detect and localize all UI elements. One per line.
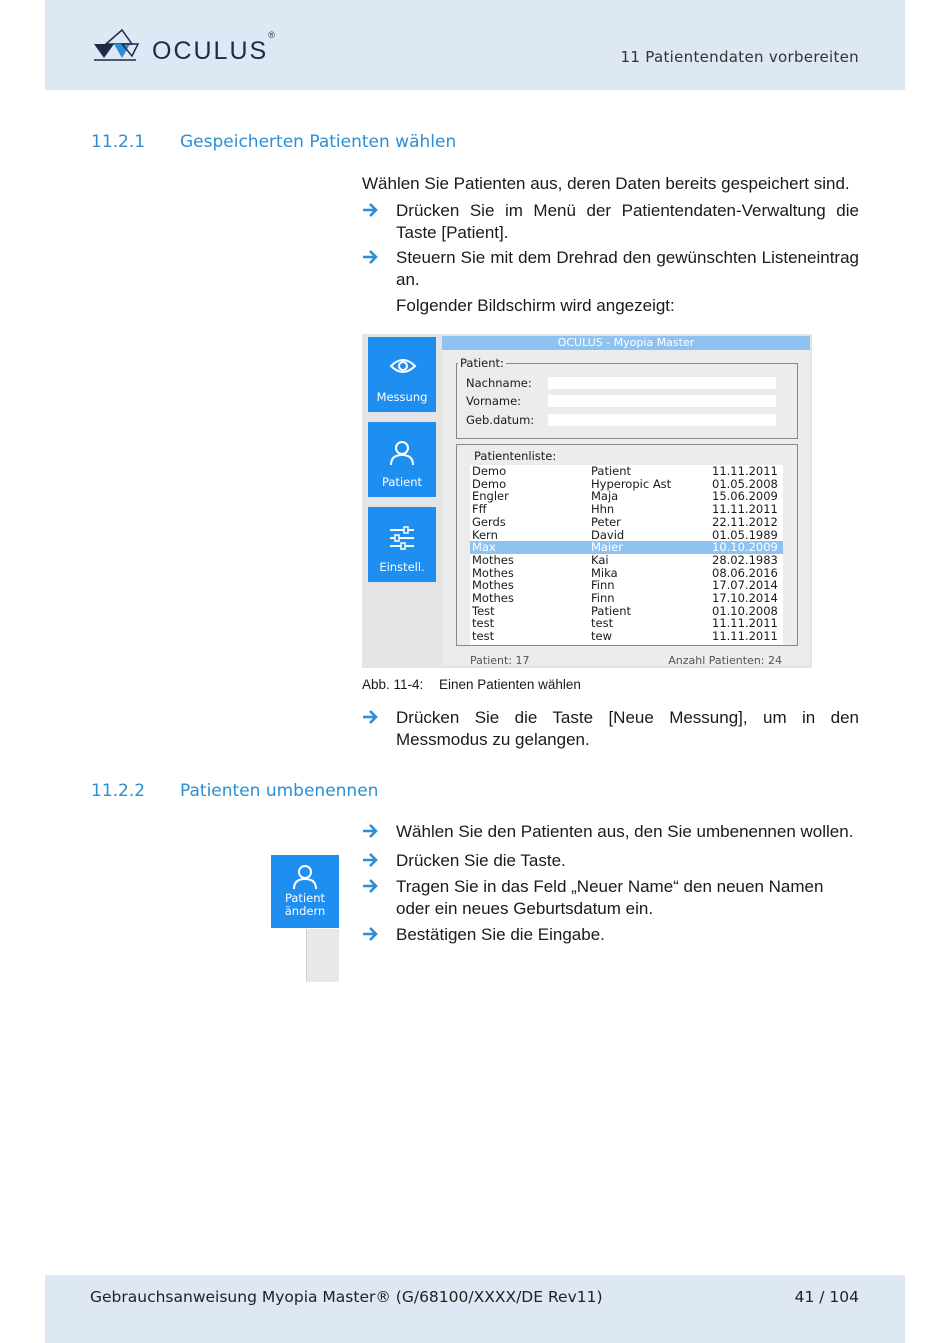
sliders-icon <box>389 525 415 551</box>
oculus-logo-text: OCULUS® <box>152 29 275 65</box>
page-footer <box>45 1275 905 1343</box>
row-gebdatum: 01.05.1989 <box>712 527 778 542</box>
arrow-right-icon <box>362 824 378 838</box>
row-nachname: Mothes <box>472 565 514 580</box>
row-vorname: David <box>591 527 625 542</box>
patient-list-row[interactable] <box>470 541 783 554</box>
eye-icon <box>389 355 417 377</box>
bullet-text: Tragen Sie in das Feld „Neuer Name“ den neuen Namen oder ein neues Geburtsdatum ein. <box>396 877 824 918</box>
patient-label: Patient <box>381 475 423 489</box>
row-gebdatum: 15.06.2009 <box>712 489 778 504</box>
current-patient-status: Patient: 17 <box>470 654 530 667</box>
patient-list[interactable] <box>470 465 783 645</box>
row-nachname: Mothes <box>472 591 514 605</box>
row-gebdatum: 08.06.2016 <box>712 565 778 580</box>
nachname-input[interactable] <box>548 377 776 389</box>
bullet-text: Wählen Sie den Patienten aus, den Sie umbenennen wollen. <box>396 822 854 841</box>
row-vorname: tew <box>591 629 612 644</box>
arrow-right-icon <box>362 203 378 217</box>
app-window <box>442 336 810 666</box>
nachname-label: Nachname: <box>466 376 532 390</box>
arrow-right-icon <box>362 927 378 941</box>
row-nachname: Demo <box>472 476 507 491</box>
einstellungen-label: Einstell. <box>379 560 425 574</box>
row-nachname: test <box>472 616 495 631</box>
instruction-bullet <box>362 200 859 244</box>
row-gebdatum: 01.05.2008 <box>712 476 778 491</box>
chapter-title: 11 Patientendaten vorbereiten <box>620 48 859 66</box>
caption-number: Abb. 11-4: <box>362 677 424 692</box>
row-nachname: Demo <box>472 464 507 478</box>
patient-legend: Patient: <box>460 356 504 370</box>
patient-aendern-button[interactable] <box>271 855 339 928</box>
bullet-text: Drücken Sie die Taste. <box>396 851 566 870</box>
row-vorname: Finn <box>591 591 615 605</box>
row-vorname: Mika <box>591 565 618 580</box>
row-vorname: Maier <box>591 540 623 555</box>
follow-text: Folgender Bildschirm wird angezeigt: <box>396 296 675 315</box>
row-nachname: Mothes <box>472 578 514 593</box>
patient-list-row[interactable] <box>470 465 783 478</box>
row-vorname: Peter <box>591 514 621 529</box>
row-nachname: Max <box>472 540 496 555</box>
row-vorname: Finn <box>591 578 615 593</box>
patient-list-row[interactable] <box>470 554 783 567</box>
instruction-bullet <box>362 850 859 872</box>
person-icon <box>292 864 318 890</box>
device-screenshot <box>362 334 812 668</box>
patient-list-row[interactable] <box>470 630 783 643</box>
row-gebdatum: 01.10.2008 <box>712 603 778 618</box>
row-gebdatum: 28.02.1983 <box>712 552 778 567</box>
window-title: OCULUS - Myopia Master <box>442 336 810 350</box>
row-vorname: Maja <box>591 489 619 504</box>
messung-label: Messung <box>376 390 428 404</box>
row-gebdatum: 11.11.2011 <box>712 502 778 517</box>
bullet-text: Bestätigen Sie die Eingabe. <box>396 925 605 944</box>
instruction-bullet <box>362 707 859 751</box>
arrow-right-icon <box>362 250 378 264</box>
gebdatum-label: Geb.datum: <box>466 413 535 427</box>
section-number: 11.2.2 <box>91 781 146 801</box>
patient-button[interactable] <box>368 422 436 497</box>
oculus-logo-icon <box>92 28 152 64</box>
row-nachname: Test <box>472 603 495 618</box>
instruction-bullet <box>362 876 859 920</box>
row-gebdatum: 17.10.2014 <box>712 591 778 605</box>
row-gebdatum: 17.07.2014 <box>712 578 778 593</box>
row-nachname: Mothes <box>472 552 514 567</box>
section-title: Patienten umbenennen <box>180 781 379 801</box>
patient-list-row[interactable] <box>470 516 783 529</box>
section-title: Gespeicherten Patienten wählen <box>180 132 457 152</box>
row-gebdatum: 11.11.2011 <box>712 616 778 631</box>
footer-document-title: Gebrauchsanweisung Myopia Master® (G/68100/XXXX/DE Rev11) <box>90 1288 603 1306</box>
patient-aendern-label: Patient ändern <box>284 891 326 918</box>
row-nachname: test <box>472 629 495 644</box>
caption-title: Einen Patienten wählen <box>439 677 581 692</box>
row-gebdatum: 11.11.2011 <box>712 629 778 644</box>
row-nachname: Gerds <box>472 514 506 529</box>
instruction-bullet <box>362 924 859 946</box>
bullet-text: Steuern Sie mit dem Drehrad den gewünschten Listeneintrag an. <box>396 248 859 289</box>
row-vorname: Hyperopic Ast <box>591 476 672 491</box>
section-number: 11.2.1 <box>91 132 146 152</box>
messung-button[interactable] <box>368 337 436 412</box>
row-nachname: Kern <box>472 527 498 542</box>
patient-count-status: Anzahl Patienten: 24 <box>668 654 782 667</box>
vorname-input[interactable] <box>548 395 776 407</box>
bullet-text: Drücken Sie die Taste [Neue Messung], um in den Messmodus zu gelangen. <box>396 708 859 749</box>
patient-list-row[interactable] <box>470 592 783 605</box>
instruction-bullet <box>362 821 859 843</box>
patient-list-row[interactable] <box>470 503 783 516</box>
row-gebdatum: 11.11.2011 <box>712 464 778 478</box>
row-vorname: Kai <box>591 552 609 567</box>
intro-text: Wählen Sie Patienten aus, deren Daten bereits gespeichert sind. <box>362 174 850 193</box>
patient-list-title: Patientenliste: <box>474 449 557 463</box>
bullet-text: Drücken Sie im Menü der Patientendaten-Verwaltung die Taste [Patient]. <box>396 201 859 242</box>
page-number: 41 / 104 <box>794 1288 859 1306</box>
row-vorname: Hhn <box>591 502 615 517</box>
figure-caption <box>362 677 581 692</box>
row-nachname: Fff <box>472 502 487 517</box>
arrow-right-icon <box>362 879 378 893</box>
row-vorname: Patient <box>591 603 632 618</box>
gebdatum-input[interactable] <box>548 414 776 426</box>
row-nachname: Engler <box>472 489 509 504</box>
arrow-right-icon <box>362 853 378 867</box>
vorname-label: Vorname: <box>466 394 522 408</box>
row-gebdatum: 10.10.2009 <box>712 540 778 555</box>
einstellungen-button[interactable] <box>368 507 436 582</box>
row-vorname: Patient <box>591 464 632 478</box>
instruction-bullet <box>362 247 859 291</box>
row-gebdatum: 22.11.2012 <box>712 514 778 529</box>
arrow-right-icon <box>362 710 378 724</box>
person-icon <box>389 440 415 466</box>
row-vorname: test <box>591 616 614 631</box>
button-scroll-area <box>306 929 339 982</box>
